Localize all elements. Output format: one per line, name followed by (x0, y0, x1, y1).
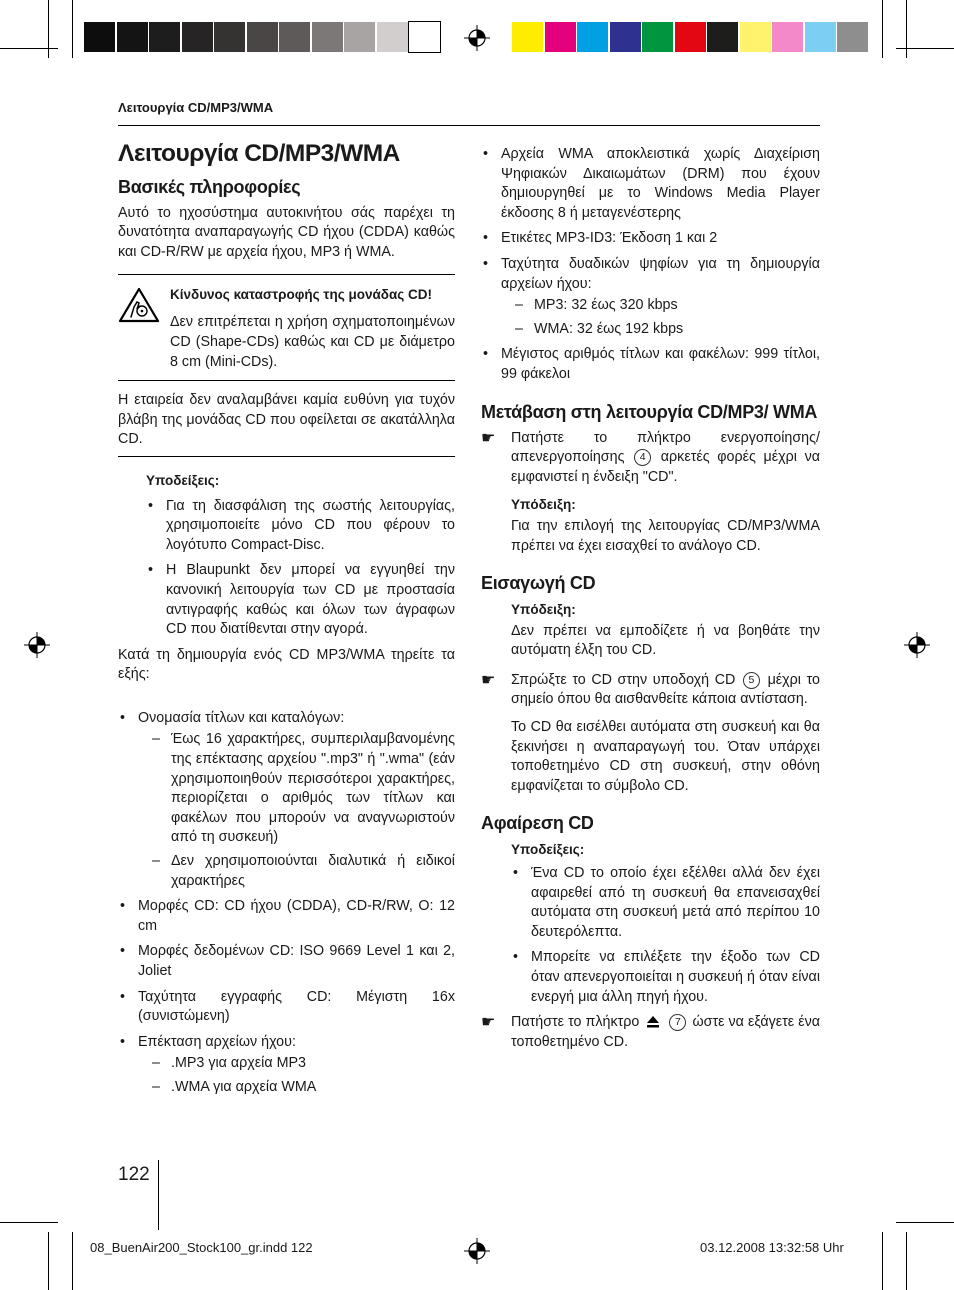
color-swatch (545, 22, 576, 52)
action-text: αρκετές φορές μέχρι να εμφανιστεί η ένδειξη "CD". (511, 449, 820, 485)
sub-list-item: – .MP3 για αρχεία MP3 (138, 1054, 455, 1074)
hint-title: Υπόδειξη: (511, 497, 576, 513)
action-step (481, 1013, 820, 1052)
color-swatch (740, 22, 771, 52)
section-heading-insert: Εισαγωγή CD (481, 573, 596, 594)
color-swatch (512, 22, 543, 52)
gray-swatch (409, 22, 440, 52)
hint-item: • Ένα CD το οποίο έχει εξέλθει αλλά δεν έχει αφαιρεθεί από τη συσκευή θα επανεισαχθεί αυτόματα στη συσκευή μετά από περίπου 10 δευτερόλεπτα. (511, 864, 820, 942)
liability-paragraph: Η εταιρεία δεν αναλαμβάνει καμία ευθύνη για τυχόν βλάβη της μονάδας CD που οφείλεται σε ακατάλληλα CD. (118, 392, 455, 448)
list-item: • Ετικέτες MP3-ID3: Έκδοση 1 και 2 (481, 229, 820, 249)
hints-title: Υποδείξεις: (511, 842, 585, 858)
action-text: Πατήστε το πλήκτρο (511, 1014, 640, 1031)
action-step (481, 429, 820, 488)
hint-text: Δεν πρέπει να εμποδίζετε ή να βοηθάτε την αυτόματη έλξη του CD. (511, 622, 820, 659)
list-item: • Μορφές CD: CD ήχου (CDDA), CD-R/RW, Ο: 12 cm (118, 897, 455, 936)
crop-mark (906, 1232, 907, 1290)
pointing-hand-icon: ☛ (481, 1014, 496, 1032)
list-item (118, 1033, 455, 1098)
page-number: 122 (118, 1164, 150, 1185)
result-text: Το CD θα εισέλθει αυτόματα στη συσκευή και θα ξεκινήσει η αναπαραγωγή του. Όταν υπάρχει τοποθετημένο CD στη συσκευή, στην οθόνη εμφανίζεται το σύμβολο CD. (511, 719, 820, 794)
key-number-badge: 5 (743, 672, 760, 689)
creation-intro: Κατά τη δημιουργία ενός CD MP3/WMA τηρείτε τα εξής: (118, 646, 455, 683)
action-text: μέχρι το σημείο όπου θα αισθανθείτε κάποια αντίσταση. (511, 671, 820, 708)
sub-list-item: – .WMA για αρχεία WMA (138, 1078, 455, 1098)
hint-item: • Μπορείτε να επιλέξετε την έξοδο των CD όταν απενεργοποιείται η συσκευή ή όταν είναι ενεργή μια άλλη πηγή ήχου. (511, 948, 820, 1007)
action-text: ώστε να εξάγετε ένα τοποθετημένο CD. (511, 1014, 820, 1050)
list-item (118, 709, 455, 891)
warning-box (118, 274, 455, 381)
key-number-badge: 7 (669, 1014, 686, 1031)
warning-text: Δεν επιτρέπεται η χρήση σχηματοποιημένων CD (Shape-CDs) καθώς και CD με διάμετρο 8 cm (Mini-CDs). (170, 314, 455, 370)
crop-mark (882, 1232, 883, 1290)
hint-item: • Για τη διασφάλιση της σωστής λειτουργίας, χρησιμοποιείτε μόνο CD που φέρουν το λογότυπο Compact-Disc. (146, 497, 455, 556)
color-swatch (610, 22, 641, 52)
left-column (118, 140, 455, 1104)
basics-paragraph: Αυτό το ηχοσύστημα αυτοκινήτου σάς παρέχει τη δυνατότητα αναπαραγωγής CD ήχου (CDDA) καθώς και CD-R/RW με αρχεία ήχου, MP3 ή WMA. (118, 204, 455, 260)
list-item: • Μέγιστος αριθμός τίτλων και φακέλων: 999 τίτλοι, 99 φάκελοι (481, 345, 820, 384)
gray-swatch (84, 22, 115, 52)
running-header: Λειτουργία CD/MP3/WMA (118, 100, 274, 115)
registration-mark-icon (464, 25, 490, 51)
crop-mark (882, 0, 883, 58)
divider (118, 456, 455, 457)
hint-item: • Η Blaupunkt δεν μπορεί να εγγυηθεί την κανονική λειτουργία των CD με προστασία αντιγραφής καθώς και όλων των άγραφων CD που διατίθενται στην αγορά. (146, 561, 455, 639)
color-swatch (837, 22, 868, 52)
registration-mark-icon (464, 1238, 490, 1264)
page-title: Λειτουργία CD/MP3/WMA (118, 140, 400, 167)
footer-timestamp: 03.12.2008 13:32:58 Uhr (700, 1240, 844, 1255)
list-item: • Μορφές δεδομένων CD: ISO 9669 Level 1 και 2, Joliet (118, 942, 455, 981)
color-swatch (642, 22, 673, 52)
sub-list-item: – MP3: 32 έως 320 kbps (501, 296, 820, 316)
crop-mark (0, 1222, 58, 1223)
hint-text: Για την επιλογή της λειτουργίας CD/MP3/WMA πρέπει να έχει εισαχθεί το ανάλογο CD. (511, 517, 820, 554)
color-swatch (707, 22, 738, 52)
gray-swatch (344, 22, 375, 52)
gray-swatch (182, 22, 213, 52)
crop-mark (48, 1232, 49, 1290)
color-swatch (675, 22, 706, 52)
action-text: Πατήστε το πλήκτρο ενεργοποίησης/απενεργοποίησης (511, 429, 820, 466)
color-swatch (577, 22, 608, 52)
list-item: • Αρχεία WMA αποκλειστικά χωρίς Διαχείριση Ψηφιακών Δικαιωμάτων (DRM) που έχουν δημιουργηθεί με το Windows Media Player έκδοσης 8 ή μεταγενέστερης (481, 145, 820, 223)
gray-swatch (377, 22, 408, 52)
list-item: • Ταχύτητα εγγραφής CD: Μέγιστη 16x (συνιστώμενη) (118, 988, 455, 1027)
naming-label: Ονομασία τίτλων και καταλόγων: (138, 709, 345, 726)
section-heading-basics: Βασικές πληροφορίες (118, 176, 301, 197)
gray-swatch (312, 22, 343, 52)
eject-icon (646, 1015, 660, 1029)
sub-list-item: – Δεν χρησιμοποιούνται διαλυτικά ή ειδικοί χαρακτήρες (138, 852, 455, 891)
footer-file-info: 08_BuenAir200_Stock100_gr.indd 122 (90, 1240, 313, 1255)
sub-list-item: – Έως 16 χαρακτήρες, συμπεριλαμβανομένης της επέκτασης αρχείου ".mp3" ή ".wma" (εάν χρησιμοποιηθούν περισσότεροι χαρακτήρες, περιορίζεται ο αριθμός των τίτλων και φακέλων που μπορούν να αναγνωριστούν από τη συσκευή) (138, 730, 455, 848)
warning-title: Κίνδυνος καταστροφής της μονάδας CD! (170, 287, 433, 303)
crop-mark (48, 0, 49, 58)
section-heading-remove: Αφαίρεση CD (481, 813, 594, 834)
hints-title: Υποδείξεις: (146, 472, 220, 488)
bitrate-label: Ταχύτητα δυαδικών ψηφίων για τη δημιουργία αρχείων ήχου: (501, 255, 820, 292)
pointing-hand-icon: ☛ (481, 671, 496, 689)
pointing-hand-icon: ☛ (481, 429, 496, 447)
list-item (481, 255, 820, 339)
gray-swatch (149, 22, 180, 52)
registration-mark-icon (24, 632, 50, 658)
crop-mark (72, 0, 73, 58)
color-swatch (805, 22, 836, 52)
registration-mark-icon (904, 632, 930, 658)
color-swatch (772, 22, 803, 52)
gray-swatch (247, 22, 278, 52)
key-number-badge: 4 (634, 449, 651, 466)
crop-mark (72, 1232, 73, 1290)
header-rule (118, 125, 820, 126)
hand-disc-warning-icon (118, 287, 160, 323)
crop-mark (896, 48, 954, 49)
action-step (481, 671, 820, 710)
right-column (481, 145, 820, 1052)
crop-mark (896, 1222, 954, 1223)
section-heading-switch: Μετάβαση στη λειτουργία CD/MP3/ WMA (481, 401, 818, 422)
gray-swatch (214, 22, 245, 52)
sub-list-item: – WMA: 32 έως 192 kbps (501, 320, 820, 340)
gray-swatch (279, 22, 310, 52)
hint-title: Υπόδειξη: (511, 602, 576, 618)
gutter-line (158, 1160, 159, 1230)
gray-swatch (117, 22, 148, 52)
extension-label: Επέκταση αρχείων ήχου: (138, 1033, 296, 1050)
crop-mark (0, 48, 58, 49)
crop-mark (906, 0, 907, 58)
action-text: Σπρώξτε το CD στην υποδοχή CD (511, 671, 736, 688)
